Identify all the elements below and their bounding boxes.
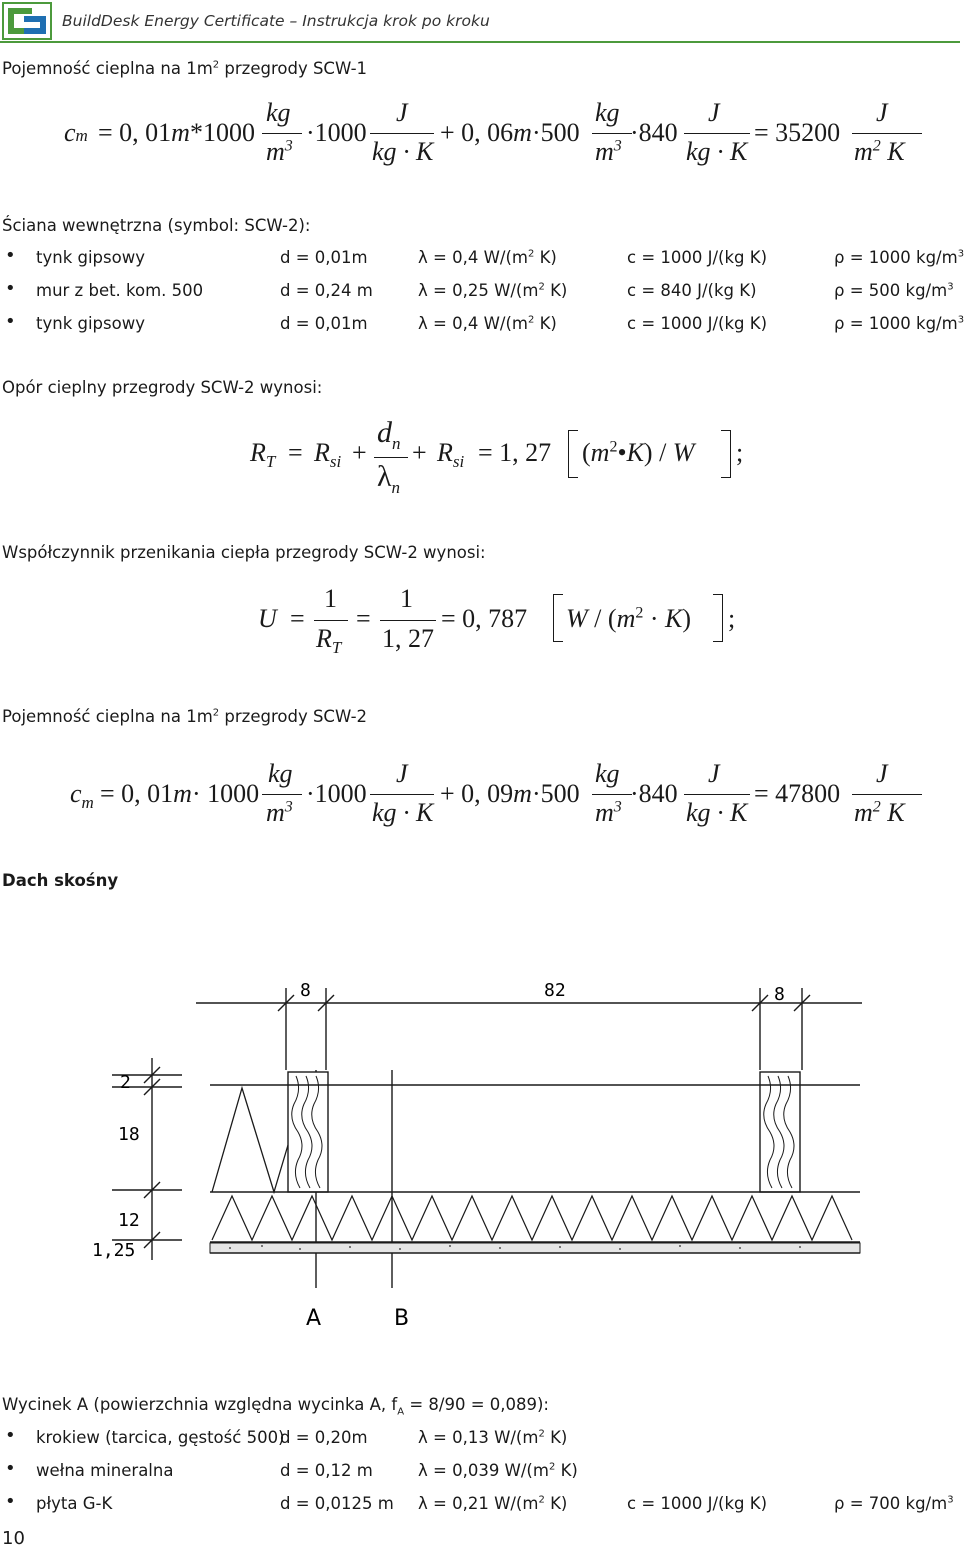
bracket-right [713, 594, 723, 642]
section-label-a: A [306, 1306, 322, 1331]
cutA-heading: Wycinek A (powierzchnia względna wycinka A, $f_A = 8/90 = 0,089$): [2, 1395, 549, 1418]
list-item: • mur z bet. kom. 500 d = 0,24 m λ = 0,25 $W/(m^2$ K) c = 840 J/(kg K) ρ = 500 $kg/m^3$ [5, 278, 954, 300]
cutA-layer-list [0, 1426, 960, 1526]
dim-label: 2 [120, 1072, 131, 1093]
dim-label: 12 [118, 1210, 140, 1231]
scw2-u-heading: Współczynnik przenikania ciepła przegrody SCW-2 wynosi: [2, 543, 486, 562]
section-label-b: B [394, 1306, 410, 1331]
bracket-right [721, 430, 731, 478]
dim-label: 82 [544, 980, 566, 1001]
bracket-left [553, 594, 563, 642]
list-item: • tynk gipsowy d = 0,01m λ = 0,4 $W/(m^2$ K) c = 1000 J/(kg K) ρ = 1000 $kg/m^3$ [5, 311, 964, 333]
list-item: • wełna mineralna d = 0,12 m λ = 0,039 $W/(m^2$ K) [5, 1458, 578, 1480]
header-title: BuildDesk Energy Certificate – Instrukcja krok po kroku [62, 12, 490, 30]
bracket-left [568, 430, 578, 478]
formula-cm-scw2: $c_m$ = 0, 01m· 1000 kg $m^3$ ·1000 J kg · K + 0, 09m·500 kg $m^3$ ·840 J kg · K = 47800 J $m^2$ K [0, 756, 960, 836]
page-number: 10 [2, 1528, 25, 1549]
dim-label: 1,25 [92, 1240, 136, 1261]
scw1-capacity-heading: Pojemność cieplna na $1m^2$ przegrody SCW-1 [2, 59, 368, 78]
scw2-resistance-heading: Opór cieplny przegrody SCW-2 wynosi: [2, 378, 323, 397]
header-divider [0, 41, 960, 43]
roof-heading: Dach skośny [2, 871, 119, 890]
list-item: • płyta G-K d = 0,0125 m λ = 0,21 $W/(m^2$ K) c = 1000 J/(kg K) ρ = 700 $kg/m^3$ [5, 1491, 954, 1513]
scw2-heading: Ściana wewnętrzna (symbol: SCW-2): [2, 216, 311, 235]
formula-u-scw2: U = 1 $R_T$ = 1 1, 27 = 0, 787 $W / (m^2 \cdot K)$ ; [258, 584, 736, 658]
formula-cm-scw1: cm = 0, 01m*1000 kg $m^3$ ·1000 J kg · K + 0, 06m·500 kg $m^3$ ·840 J kg · K = 35200 J $m^2$ K [0, 95, 960, 175]
roof-section-drawing [0, 960, 960, 1340]
list-item: • tynk gipsowy d = 0,01m λ = 0,4 $W/(m^2$ K) c = 1000 J/(kg K) ρ = 1000 $kg/m^3$ [5, 245, 964, 267]
dim-label: 18 [118, 1124, 140, 1145]
builddesk-logo-icon [2, 2, 52, 40]
formula-rt-scw2: $R_T$ = $R_{si}$ + $d_n$ $\lambda_n$ + $R_{si}$ = 1, 27 $(m^2•K)$ / W ; [250, 416, 744, 497]
scw2-layer-list [0, 245, 964, 346]
scw2-capacity-heading: Pojemność cieplna na $1m^2$ przegrody SCW-2 [2, 707, 368, 726]
dim-label: 8 [300, 980, 311, 1001]
page-header [0, 0, 960, 42]
list-item: • krokiew (tarcica, gęstość 500) d = 0,20m λ = 0,13 $W/(m^2$ K) [5, 1425, 568, 1447]
dim-label: 8 [774, 984, 785, 1005]
